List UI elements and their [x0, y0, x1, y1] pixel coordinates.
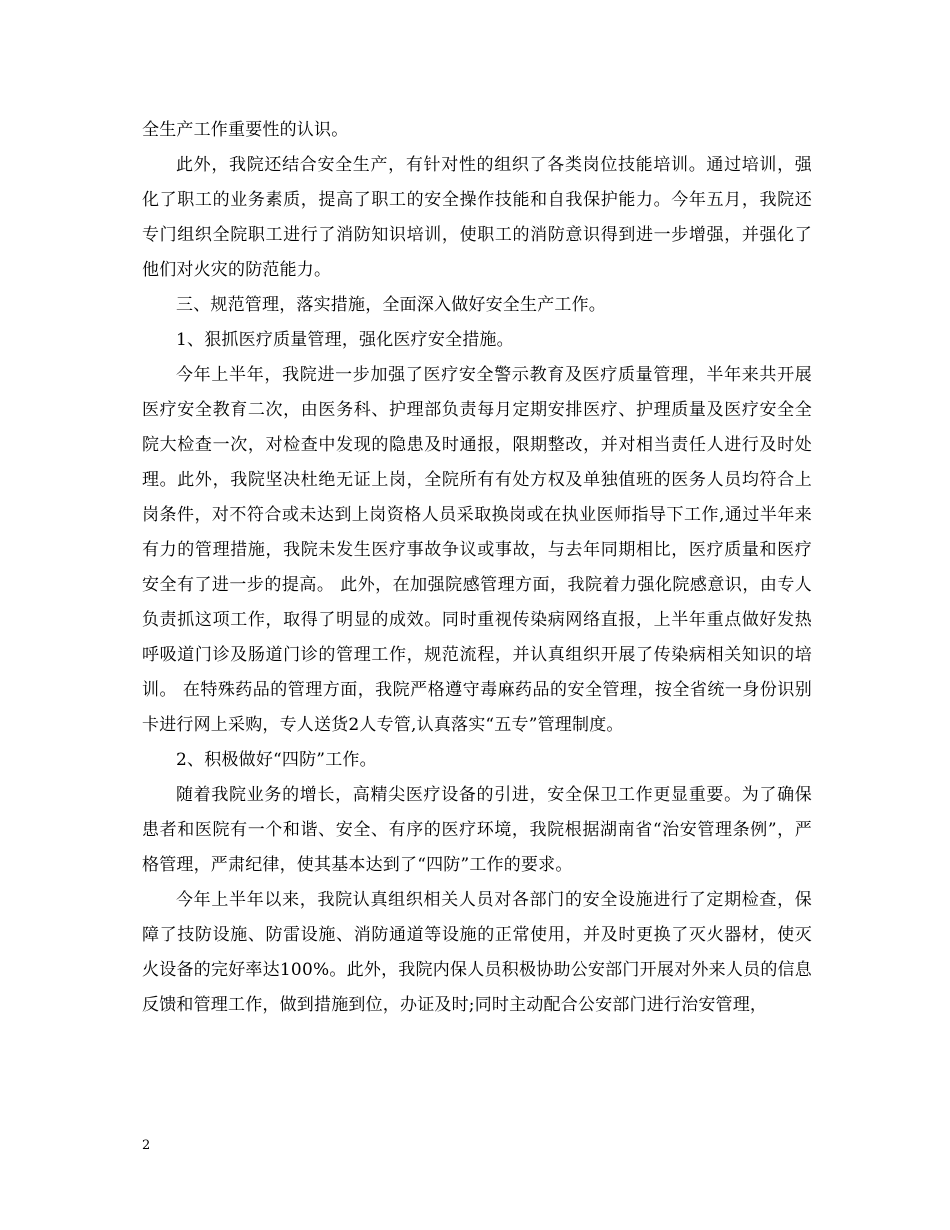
- page-number: 2: [142, 1138, 151, 1153]
- paragraph-security: 随着我院业务的增长，高精尖医疗设备的引进，安全保卫工作更显重要。为了确保患者和医院有一个和谐、安全、有序的医疗环境，我院根据湖南省“治安管理条例”，严格管理，严肃纪律，使其基本达到了“四防”工作的要求。: [142, 785, 812, 875]
- body-text: [142, 113, 812, 1023]
- paragraph-1: 全生产工作重要性的认识。: [142, 120, 349, 140]
- subsection-heading-1: 1、狠抓医疗质量管理，强化医疗安全措施。: [176, 330, 514, 350]
- paragraph-2: 此外，我院还结合安全生产，有针对性的组织了各类岗位技能培训。通过培训，强化了职工的业务素质，提高了职工的安全操作技能和自我保护能力。今年五月，我院还专门组织全院职工进行了消防知识培训，使职工的消防意识得到进一步增强，并强化了他们对火灾的防范能力。: [142, 155, 812, 280]
- paragraph-inspection: 今年上半年以来，我院认真组织相关人员对各部门的安全设施进行了定期检查，保障了技防设施、防雷设施、消防通道等设施的正常使用，并及时更换了灭火器材，使灭火设备的完好率达100%。此外，我院内保人员积极协助公安部门开展对外来人员的信息反馈和管理工作，做到措施到位，办证及时;同时主动配合公安部门进行治安管理，: [142, 890, 812, 1015]
- paragraph-medical-quality: 今年上半年，我院进一步加强了医疗安全警示教育及医疗质量管理，半年来共开展医疗安全教育二次，由医务科、护理部负责每月定期安排医疗、护理质量及医疗安全全院大检查一次，对检查中发现的隐患及时通报，限期整改，并对相当责任人进行及时处理。此外，我院坚决杜绝无证上岗，全院所有有处方权及单独值班的医务人员均符合上岗条件，对不符合或未达到上岗资格人员采取换岗或在执业医师指导下工作,通过半年来有力的管理措施，我院未发生医疗事故争议或事故，与去年同期相比，医疗质量和医疗安全有了进一步的提高。 此外，在加强院感管理方面，我院着力强化院感意识，由专人负责抓这项工作，取得了明显的成效。同时重视传染病网络直报，上半年重点做好发热呼吸道门诊及肠道门诊的管理工作，规范流程，并认真组织开展了传染病相关知识的培训。 在特殊药品的管理方面，我院严格遵守毒麻药品的安全管理，按全省统一身份识别卡进行网上采购，专人送货2人专管,认真落实“五专”管理制度。: [142, 365, 812, 735]
- section-heading-3: 三、规范管理，落实措施，全面深入做好安全生产工作。: [176, 295, 606, 315]
- subsection-heading-2: 2、积极做好“四防”工作。: [176, 750, 377, 770]
